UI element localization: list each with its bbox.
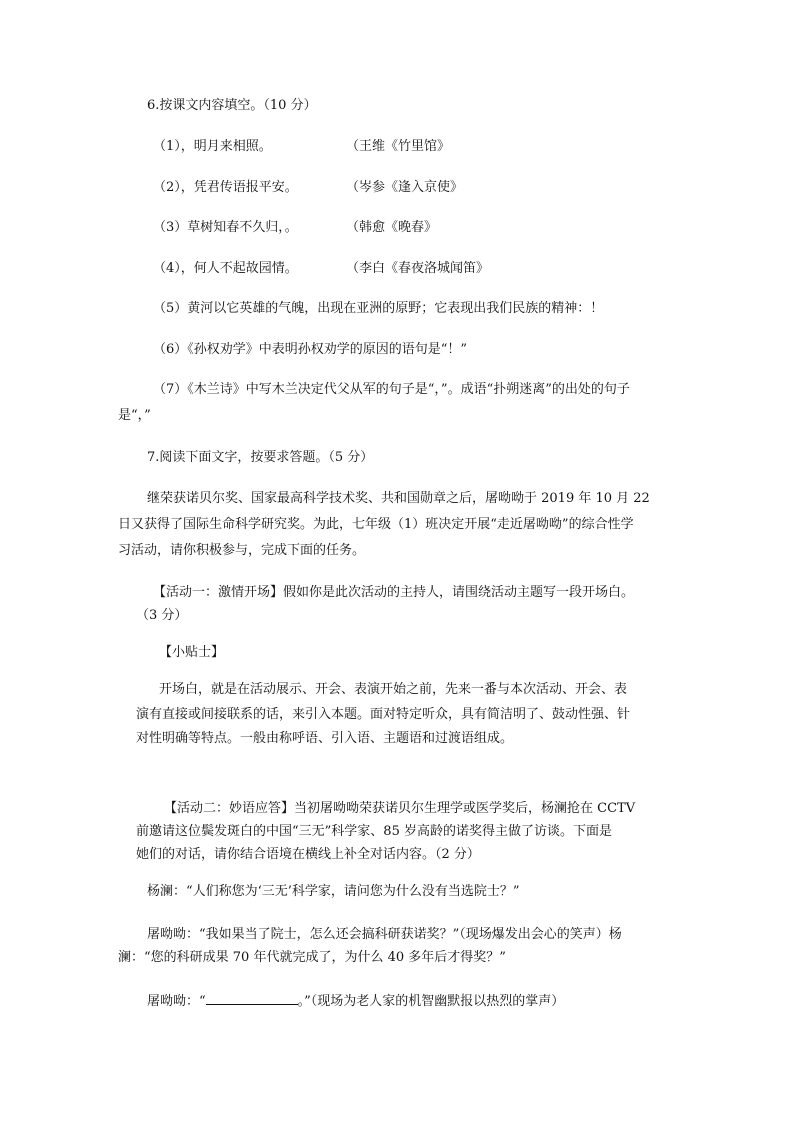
activity2-line-3: 她们的对话，请你结合语境在横线上补全对话内容。（2 分）: [136, 847, 480, 862]
q6-item-1: （1），明月来相照。: [153, 139, 272, 154]
dialogue-line-2: 屠呦呦：“我如果当了院士，怎么还会搞科研获诺奖？”（现场爆发出会心的笑声）杨: [147, 927, 622, 942]
q7-intro-2: 日又获得了国际生命科学研究奖。为此，七年级（1）班决定开展“走近屠呦呦”的综合性学: [118, 517, 634, 532]
q7-intro-1: 继荣获诺贝尔奖、国家最高科学技术奖、共和国勋章之后，屠呦呦于 2019 年 10 月 22: [147, 491, 650, 506]
dialogue-line-3: 澜：“您的科研成果 70 年代就完成了，为什么 40 多年后才得奖？”: [118, 950, 506, 965]
dialogue-line-1: 杨澜：“人们称您为‘三无’科学家，请问您为什么没有当选院士？”: [147, 884, 520, 899]
q6-title: 6.按课文内容填空。（10 分）: [147, 98, 317, 113]
q6-item-1-source: （王维《竹里馆》: [346, 139, 451, 154]
q6-item-7-cont: 是“，”: [118, 408, 151, 423]
q6-item-2-source: （岑参《逢入京使》: [346, 180, 464, 195]
q6-item-3: （3）草树知春不久归，。: [153, 220, 298, 235]
activity2-line-2: 前邀请这位鬓发斑白的中国“三无”科学家、85 岁高龄的诺奖得主做了访谈。下面是: [136, 824, 612, 839]
q6-item-3-source: （韩愈《晚春》: [346, 220, 438, 235]
q6-item-2: （2），凭君传语报平安。: [153, 180, 298, 195]
q6-item-4: （4），何人不起故园情。: [153, 261, 298, 276]
activity1-line-2: （3 分）: [136, 608, 188, 623]
q7-title: 7.阅读下面文字，按要求答题。（5 分）: [147, 450, 374, 465]
tip-title: 【小贴士】: [159, 645, 225, 660]
q6-item-7: （7）《木兰诗》中写木兰决定代父从军的句子是“，”。成语“扑朔迷离”的出处的句子: [153, 382, 630, 397]
dialogue-last-suffix: 。”（现场为老人家的机智幽默报以热烈的掌声）: [297, 994, 565, 1009]
q6-item-4-source: （李白《春夜洛城闻笛》: [346, 261, 490, 276]
answer-blank[interactable]: [206, 990, 298, 1005]
tip-line-2: 演有直接或间接联系的话，来引入本题。面对特定听众，具有简洁明了、鼓动性强、针: [136, 707, 631, 722]
q6-item-6: （6）《孙权劝学》中表明孙权劝学的原因的语句是“！”: [153, 342, 468, 357]
q6-item-5: （5）黄河以它英雄的气魄，出现在亚洲的原野；它表现出我们民族的精神：！: [153, 301, 604, 316]
tip-line-3: 对性明确等特点。一般由称呼语、引入语、主题语和过渡语组成。: [136, 731, 514, 746]
activity2-line-1: 【活动二：妙语应答】当初屠呦呦荣获诺贝尔生理学或医学奖后，杨澜抢在 CCTV: [164, 801, 636, 816]
tip-line-1: 开场白，就是在活动展示、开会、表演开始之前，先来一番与本次活动、开会、表: [159, 682, 628, 697]
q7-intro-3: 习活动，请你积极参与，完成下面的任务。: [118, 543, 366, 558]
dialogue-last-prefix: 屠呦呦：“: [147, 994, 206, 1009]
activity1-line-1: 【活动一：激情开场】假如你是此次活动的主持人，请围绕活动主题写一段开场白。: [153, 585, 635, 600]
dialogue-last-line: [147, 990, 564, 1012]
